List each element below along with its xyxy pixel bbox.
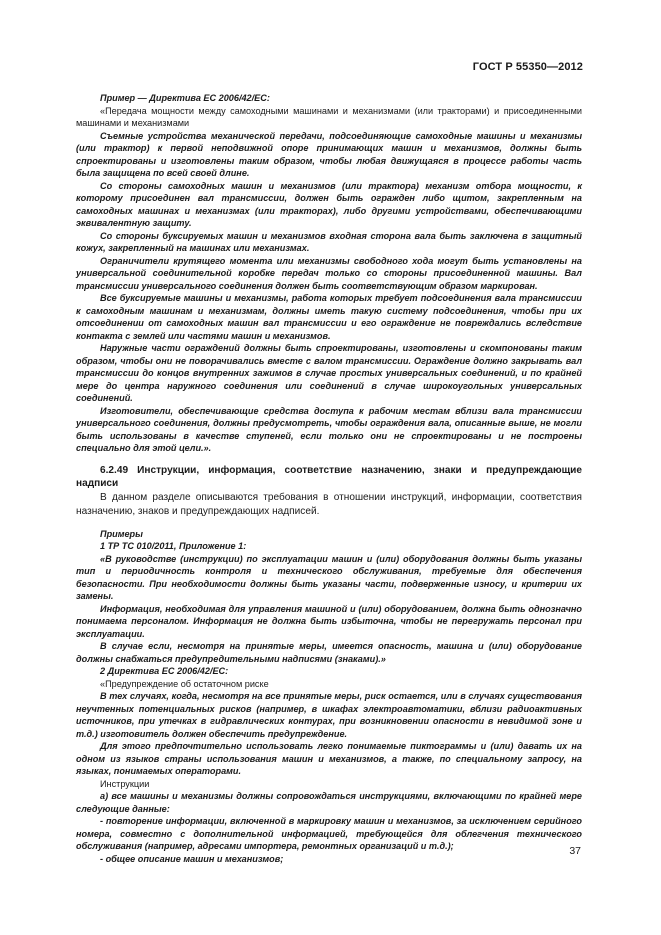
section-title: 6.2.49 Инструкции, информация, соответствие назначению, знаки и предупреждающие надписи — [76, 464, 582, 490]
example-2-subheading: «Предупреждение об остаточном риске — [100, 678, 269, 689]
example-heading: Пример — Директива ЕС 2006/42/EC: — [100, 93, 270, 103]
example-quote-intro: «Передача мощности между самоходными машинами и механизмами (или тракторами) и присоединенными машинами и механизмами — [76, 105, 582, 128]
document-code: ГОСТ Р 55350—2012 — [472, 61, 583, 73]
example-paragraph: Изготовители, обеспечивающие средства доступа к рабочим местам вблизи вала трансмиссии универсального соединения, должны предусмотреть, чтобы ограждения вала, описанные выше, не могли быть использованы в качестве ступеней, если только они не спроектированы и не построены специально для этой цели.». — [76, 405, 582, 453]
example-paragraph: Съемные устройства механической передачи, подсоединяющие самоходные машины и механизмы (или трактор) к первой неподвижной опоре принимающих машин и механизмов, должны быть спроектированы и изготовлены таким образом, чтобы любая движущаяся в процессе работы часть была защищена по всей своей длине. — [76, 130, 582, 178]
section-intro: В данном разделе описываются требования в отношении инструкций, информации, соответствия назначению, знаков и предупреждающих надписей. — [76, 492, 582, 517]
example-paragraph: Со стороны самоходных машин и механизмов (или трактора) механизм отбора мощности, к которому присоединен вал трансмиссии, должен быть огражден либо щитом, закрепленным на самоходных машинах и механизмах (или тракторах), либо другими устройствами, обеспечивающими эквивалентную защиту. — [76, 180, 582, 228]
example-2-heading: 2 Директива ЕС 2006/42/EC: — [100, 666, 229, 677]
body-text — [76, 92, 582, 865]
example-paragraph: Со стороны буксируемых машин и механизмов входная сторона вала быть заключена в защитный кожух, закрепленный на машинах или механизмах. — [76, 230, 582, 253]
page-number: 37 — [569, 845, 581, 857]
example-paragraph: Все буксируемые машины и механизмы, работа которых требует подсоединения вала трансмиссии к самоходным машинам и механизмам, должны иметь такую систему подсоединения, чтобы при их отсоединении от самоходных машин вал трансмиссии и его ограждение не повреждались вследствие контакта с землей или частями машин и механизмов. — [76, 293, 582, 341]
example-1-paragraph: «В руководстве (инструкции) по эксплуатации машин и (или) оборудования должны быть указаны тип и периодичность контроля и технического обслуживания, требуемые для обеспечения безопасности. При необходимости должны быть указаны части, подверженные износу, и критерии их замены. — [76, 553, 582, 602]
examples-heading: Примеры — [100, 528, 143, 539]
example-paragraph: Ограничители крутящего момента или механизмы свободного хода могут быть установлены на универсальной соединительной коробке передач только со стороны присоединенной машины. Вал трансмиссии универсального соединения должен быть соответствующим образом маркирован. — [76, 255, 582, 291]
instructions-paragraph: а) все машины и механизмы должны сопровождаться инструкциями, включающими по крайней мере следующие данные: — [76, 791, 582, 814]
instructions-paragraph: - повторение информации, включенной в маркировку машин и механизмов, за исключением серийного номера, совместно с дополнительной информацией, требующейся для облегчения технического обслуживания (например, адресами импортера, ремонтных организаций и т.д.); — [76, 816, 582, 852]
example-1-paragraph: В случае если, несмотря на принятые меры, имеется опасность, машина и (или) оборудование должны снабжаться предупредительными надписями (знаками).» — [76, 641, 582, 664]
example-paragraph: Наружные части ограждений должны быть спроектированы, изготовлены и скомпонованы таким образом, чтобы они не поворачивались вместе с валом трансмиссии. Ограждение должно закрывать вал трансмиссии до концов внутренних зажимов в случае простых универсальных соединений, и по крайней мере до центра наружного соединения или соединений в случае широкоугольных универсальных соединений. — [76, 343, 582, 403]
instructions-paragraph: - общее описание машин и механизмов; — [100, 853, 284, 864]
example-1-paragraph: Информация, необходимая для управления машиной и (или) оборудованием, должна быть однозначно понимаема персоналом. Информация не должна быть избыточна, чтобы не перегружать персонал при эксплуатации. — [76, 603, 582, 639]
example-2-paragraph: В тех случаях, когда, несмотря на все принятые меры, риск остается, или в случаях существования неучтенных потенциальных рисков (например, в шкафах электроавтоматики, вблизи радиоактивных источников, при утечках в гидравлических контурах, при возникновении опасности в невидимой зоне и т.д.) изготовитель должен обеспечить предупреждение. — [76, 691, 582, 739]
example-2-paragraph: Для этого предпочтительно использовать легко понимаемые пиктограммы и (или) давать их на одном из языков страны использования машин и механизмов, а также, по специальному запросу, на языках, понимаемых операторами. — [76, 741, 582, 777]
example-1-heading: 1 ТР ТС 010/2011, Приложение 1: — [100, 541, 247, 552]
instructions-label: Инструкции — [100, 778, 150, 789]
